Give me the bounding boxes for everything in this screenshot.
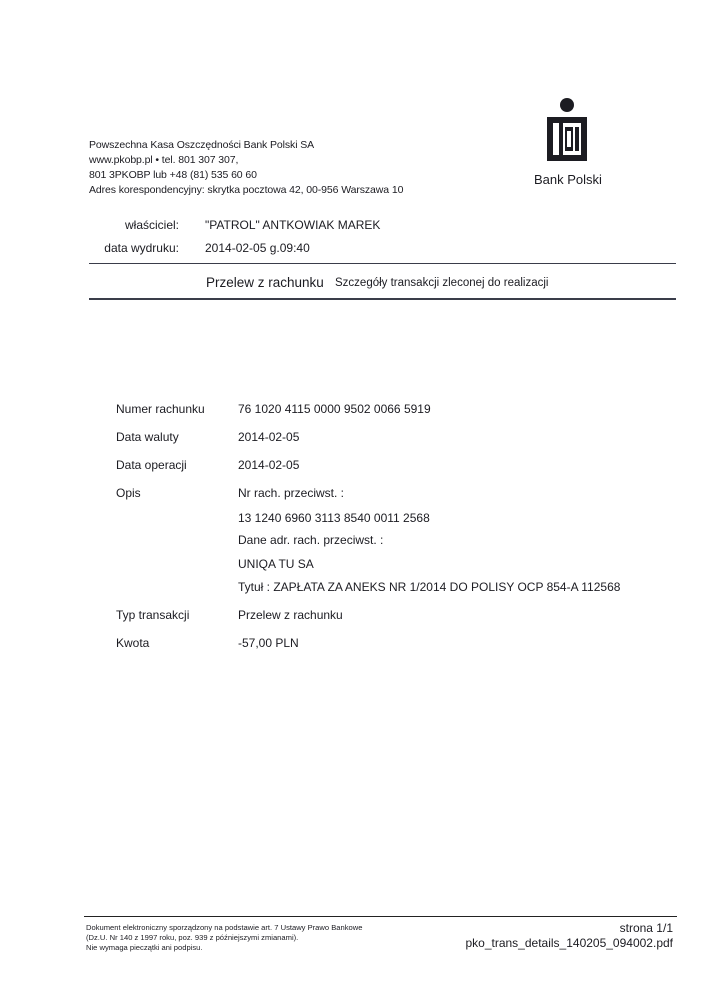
account-label: Numer rachunku — [116, 402, 205, 416]
pko-logo-icon — [543, 97, 591, 169]
description-line-5: Tytuł : ZAPŁATA ZA ANEKS NR 1/2014 DO POLISY OCP 854-A 112568 — [238, 580, 621, 594]
bank-name: Powszechna Kasa Oszczędności Bank Polski SA — [89, 139, 315, 151]
value-date-label: Data waluty — [116, 430, 179, 444]
footer-legal — [86, 923, 362, 953]
bank-info — [89, 138, 403, 198]
account-value: 76 1020 4115 0000 9502 0066 5919 — [238, 402, 431, 416]
legal-line-3: Nie wymaga pieczątki ani podpisu. — [86, 943, 203, 952]
legal-line-1: Dokument elektroniczny sporządzony na podstawie art. 7 Ustawy Prawo Bankowe — [86, 923, 363, 932]
logo-text: Bank Polski — [534, 172, 602, 187]
bank-contact-2: 801 3PKOBP lub +48 (81) 535 60 60 — [89, 169, 257, 181]
description-line-4: UNIQA TU SA — [238, 557, 314, 571]
file-name: pko_trans_details_140205_094002.pdf — [465, 936, 673, 950]
description-line-2: 13 1240 6960 3113 8540 0011 2568 — [238, 511, 430, 525]
owner-value: "PATROL" ANTKOWIAK MAREK — [205, 218, 381, 232]
page-number: strona 1/1 — [619, 921, 673, 935]
page-title: Przelew z rachunku — [206, 275, 324, 290]
amount-label: Kwota — [116, 636, 150, 650]
operation-date-value: 2014-02-05 — [238, 458, 300, 472]
value-date-value: 2014-02-05 — [238, 430, 300, 444]
type-label: Typ transakcji — [116, 608, 190, 622]
description-line-3: Dane adr. rach. przeciwst. : — [238, 533, 384, 547]
divider-top — [89, 263, 676, 264]
type-value: Przelew z rachunku — [238, 608, 343, 622]
legal-line-2: (Dz.U. Nr 140 z 1997 roku, poz. 939 z późniejszymi zmianami). — [86, 933, 299, 942]
owner-label: właściciel: — [124, 218, 179, 232]
operation-date-label: Data operacji — [116, 458, 187, 472]
description-label: Opis — [116, 486, 141, 500]
footer-divider — [84, 916, 677, 917]
divider-bottom — [89, 298, 676, 300]
print-date-value: 2014-02-05 g.09:40 — [205, 241, 310, 255]
bank-address: Adres korespondencyjny: skrytka pocztowa 42, 00-956 Warszawa 10 — [89, 184, 404, 196]
print-date-label: data wydruku: — [104, 241, 179, 255]
amount-value: -57,00 PLN — [238, 636, 299, 650]
page-subtitle: Szczegóły transakcji zleconej do realizacji — [335, 277, 549, 289]
bank-contact-1: www.pkobp.pl • tel. 801 307 307, — [89, 154, 239, 166]
description-line-1: Nr rach. przeciwst. : — [238, 486, 345, 500]
